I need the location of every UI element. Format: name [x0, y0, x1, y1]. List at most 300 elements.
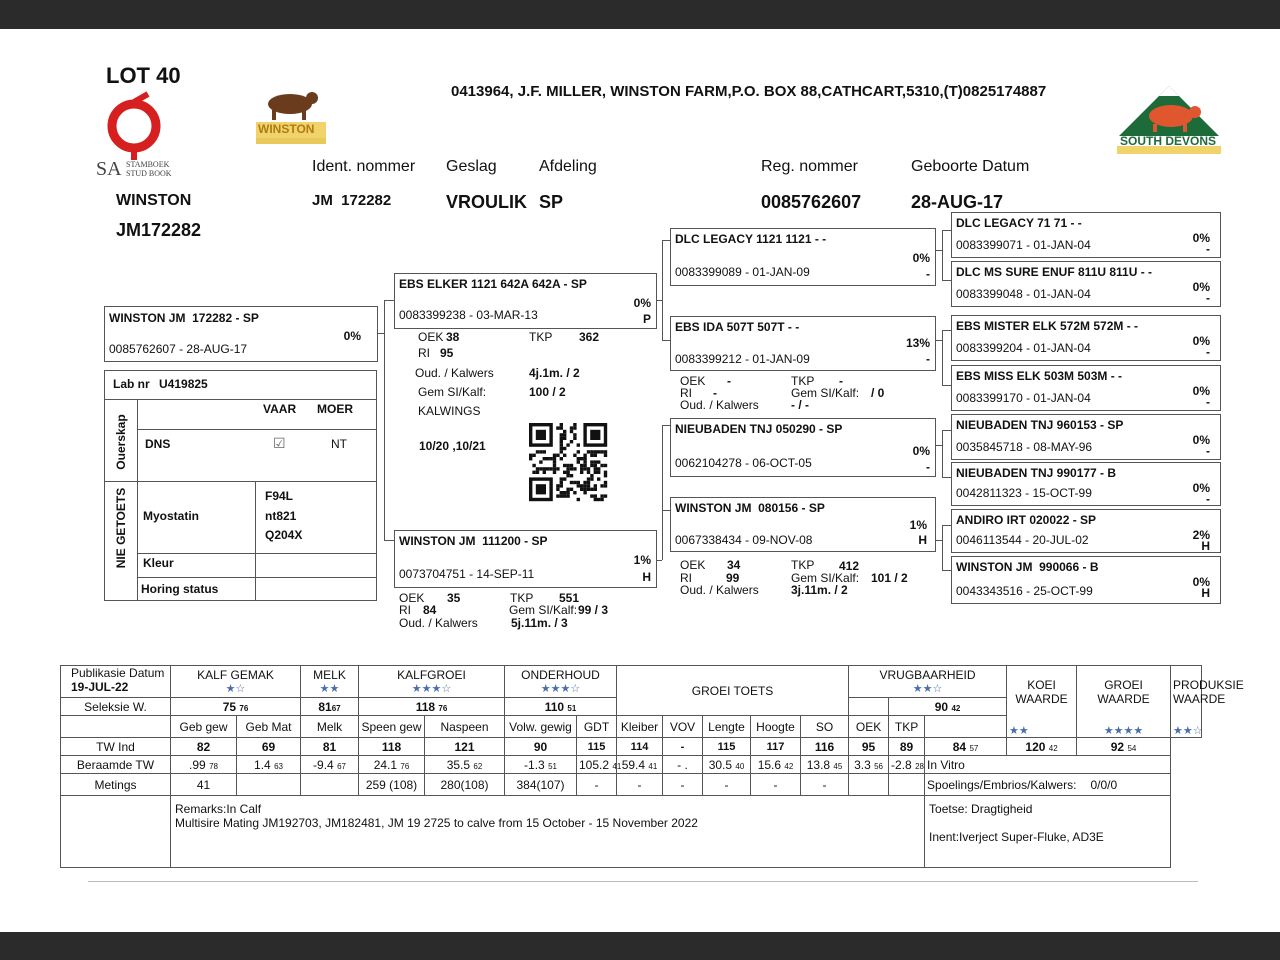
sel-kalfgroei-value: 118 [415, 699, 436, 714]
sire-name: EBS ELKER 1121 642A 642A - SP [399, 277, 587, 291]
winston-logo-text: WINSTON [258, 122, 315, 136]
bt-main: -9.4 [313, 757, 334, 772]
pedigree-pct: 0% [1192, 384, 1210, 398]
dam-oud-label: Oud. / Kalwers [399, 616, 478, 630]
pedigree-reg: 0083399170 - 01-JAN-04 [956, 391, 1091, 405]
bt-sub: 42 [784, 761, 794, 771]
connector [942, 477, 951, 478]
south-devons-logo [1115, 84, 1223, 164]
w080156-oud: 3j.11m. / 2 [791, 583, 848, 597]
pub-date: 19-JUL-22 [71, 680, 129, 694]
bt-value [751, 756, 801, 774]
pedigree-reg: 0046113544 - 20-JUL-02 [956, 533, 1089, 547]
ida-tkp-label: TKP [791, 374, 815, 388]
pedigree-pct: 0% [1192, 481, 1210, 495]
w080156-oud-label: Oud. / Kalwers [680, 583, 759, 597]
pedigree-pct: 0% [1192, 231, 1210, 245]
pedigree-code: H [918, 533, 927, 547]
pub-label: Publikasie Datum [71, 666, 165, 680]
lot-number: LOT 40 [106, 63, 181, 88]
ida-tkp: - [839, 374, 843, 388]
kalfgroei-label: KALFGROEI [397, 668, 466, 682]
dam-gem: 99 / 3 [578, 603, 609, 617]
connector [384, 540, 394, 541]
kleur-label: Kleur [143, 556, 174, 570]
connector [657, 560, 662, 561]
sel-vrug-sub: 42 [951, 703, 961, 713]
dns-moer-value: NT [331, 437, 347, 451]
bt-value [425, 756, 505, 774]
sire-reg: 0083399238 - 03-MAR-13 [399, 308, 538, 322]
pedigree-percent: 0% [912, 251, 930, 265]
bt-sub: 28 [915, 761, 924, 771]
sire-oek-label: OEK [418, 330, 444, 344]
tw-value: 117 [751, 738, 801, 756]
w080156-oek-label: OEK [680, 558, 706, 572]
kalf-gemak-label: KALF GEMAK [197, 668, 274, 682]
col-header: SO [801, 716, 849, 738]
pedigree-reg: 0043343516 - 25-OCT-99 [956, 584, 1093, 598]
myostatin-value-2: nt821 [265, 509, 297, 523]
in-vitro-label: In Vitro [925, 756, 1171, 774]
onderhoud-stars: ★★★☆ [540, 683, 581, 695]
koei-waarde-cell [1007, 666, 1077, 738]
bt-value [171, 756, 237, 774]
bt-sub: 62 [473, 761, 483, 771]
w080156-gem-label: Gem SI/Kalf: [791, 571, 860, 585]
performance-table [60, 665, 1244, 868]
sel-melk-sub: 67 [331, 703, 341, 713]
melk-stars: ★★ [319, 683, 340, 695]
groei-toets-header: GROEI TOETS [617, 666, 849, 716]
sire-code: P [642, 312, 651, 326]
connector [942, 230, 951, 231]
dam-tkp-label: TKP [510, 591, 534, 605]
connector [942, 570, 951, 571]
dam-oek-label: OEK [399, 591, 425, 605]
tw-prod-value: 92 [1110, 739, 1125, 754]
tw-value: 82 [171, 738, 237, 756]
bt-value [663, 756, 703, 774]
connector [942, 330, 943, 385]
bt-main: .99 [189, 757, 206, 772]
tw-value: 118 [359, 738, 425, 756]
pedigree-pct: 0% [1192, 280, 1210, 294]
pedigree-percent: 13% [905, 336, 930, 350]
tw-value: 90 [505, 738, 577, 756]
dam-name: WINSTON JM 111200 - SP [399, 534, 548, 548]
metings-value: - [617, 774, 663, 796]
sel-kalfgroei-sub: 76 [438, 703, 448, 713]
tw-value: 89 [889, 738, 925, 756]
melk-cell [301, 666, 359, 698]
sire-tkp: 362 [579, 330, 600, 344]
w080156-tkp-label: TKP [791, 558, 815, 572]
sire-tkp-label: TKP [529, 330, 553, 344]
pedigree-reg: 0083399204 - 01-JAN-04 [956, 341, 1091, 355]
metings-value: 41 [171, 774, 237, 796]
bt-value [301, 756, 359, 774]
col-header: TKP [889, 716, 925, 738]
connector [942, 230, 943, 280]
bt-main: - . [677, 757, 688, 772]
sel-melk [301, 698, 359, 716]
qr-code[interactable] [529, 423, 612, 501]
groei-waarde-stars: ★★★★ [1103, 725, 1144, 737]
pedigree-name: ANDIRO IRT 020022 - SP [956, 513, 1097, 527]
pedigree-name: DLC MS SURE ENUF 811U 811U - - [956, 265, 1153, 279]
seleksie-label: Seleksie W. [61, 698, 171, 716]
w080156-tkp: 412 [839, 559, 860, 573]
dam-oud: 5j.11m. / 3 [511, 616, 568, 630]
bt-main: 24.1 [373, 757, 398, 772]
col-header: OEK [849, 716, 889, 738]
kalfgroei-stars: ★★★☆ [411, 683, 452, 695]
sa-logo-sub1: STAMBOEK [126, 160, 170, 169]
sel-kalf-value: 75 [222, 699, 237, 714]
pedigree-name: DLC LEGACY 1121 1121 - - [675, 232, 827, 246]
tw-value: 115 [577, 738, 617, 756]
pedigree-code: - [926, 460, 930, 474]
remarks-line-1: Remarks:In Calf [175, 802, 262, 816]
sa-studbook-logo [96, 92, 186, 182]
pedigree-box-gen2-2 [670, 316, 936, 371]
dam-box [394, 530, 657, 588]
dam-gem-label: Gem SI/Kalf: [509, 603, 578, 617]
geslag-value: VROULIK [446, 192, 527, 212]
bt-sub: 78 [209, 761, 218, 771]
bt-main: 15.6 [757, 757, 782, 772]
kalf-gemak-stars: ★☆ [225, 683, 246, 695]
connector [942, 280, 951, 281]
sa-studbook-emblem-icon [96, 92, 186, 162]
bt-sub: 56 [874, 761, 883, 771]
pedigree-name: DLC LEGACY 71 71 - - [956, 216, 1082, 230]
connector [942, 525, 951, 526]
produksie-waarde-cell [1171, 666, 1244, 738]
lab-nr-value: U419825 [159, 377, 208, 391]
bt-main: -1.3 [524, 757, 545, 772]
sire-oud: 4j.1m. / 2 [529, 366, 580, 380]
tw-label: TW Ind [61, 738, 171, 756]
pedigree-code: - [926, 352, 930, 366]
pedigree-pct: 0% [1192, 334, 1210, 348]
sel-onderhoud [505, 698, 617, 716]
top-bar [0, 0, 1280, 29]
w080156-ri: 99 [726, 571, 740, 585]
pedigree-reg: 0035845718 - 08-MAY-96 [956, 440, 1093, 454]
metings-label: Metings [61, 774, 171, 796]
col-header: Naspeen [425, 716, 505, 738]
lab-box [104, 370, 377, 601]
divider [255, 481, 256, 600]
metings-value: - [663, 774, 703, 796]
bt-value [849, 756, 889, 774]
connector [384, 300, 385, 540]
onderhoud-label: ONDERHOUD [521, 668, 600, 682]
bt-value [237, 756, 301, 774]
bt-main: 3.3 [854, 757, 871, 772]
pedigree-code: H [1201, 586, 1210, 600]
w080156-oek: 34 [727, 558, 741, 572]
inent-note: Inent:Iverject Super-Fluke, AD3E [929, 830, 1104, 844]
vaar-header: VAAR [263, 402, 297, 416]
sel-onderhoud-value: 110 [544, 699, 565, 714]
pedigree-name: NIEUBADEN TNJ 960153 - SP [956, 418, 1124, 432]
vrugbaarheid-label: VRUGBAARHEID [879, 668, 976, 682]
sire-gem: 100 / 2 [529, 385, 566, 399]
pedigree-reg: 0083399089 - 01-JAN-09 [675, 265, 810, 279]
col-header: Lengte [703, 716, 751, 738]
footer-rule [88, 881, 1198, 882]
ida-gem-label: Gem SI/Kalf: [791, 386, 860, 400]
koei-waarde-label: KOEI WAARDE [1015, 678, 1068, 706]
produksie-waarde-stars: ★★☆ [1173, 725, 1203, 737]
nie-getoets-label: NIE GETOETS [114, 487, 128, 569]
pedigree-name: EBS MISTER ELK 572M 572M - - [956, 319, 1139, 333]
bt-value [359, 756, 425, 774]
ida-oek-label: OEK [680, 374, 706, 388]
pedigree-name: WINSTON JM 080156 - SP [675, 501, 825, 515]
w080156-ri-label: RI [680, 571, 692, 585]
connector [942, 525, 943, 570]
sel-vrug-value: 90 [934, 699, 949, 714]
remarks-cell [171, 796, 925, 868]
pedigree-reg: 0083399071 - 01-JAN-04 [956, 238, 1091, 252]
pedigree-pct: 0% [1192, 575, 1210, 589]
dam-percent: 1% [633, 553, 651, 567]
ida-oud: - / - [791, 398, 809, 412]
dam-ri: 84 [423, 603, 437, 617]
pedigree-box-gen3-8 [951, 556, 1221, 604]
col-header: Geb Mat [237, 716, 301, 738]
south-devons-text: SOUTH DEVONS [1120, 134, 1217, 148]
bt-value [577, 756, 622, 774]
produksie-waarde-label: PRODUKSIE WAARDE [1173, 678, 1244, 706]
tw-value: 81 [301, 738, 359, 756]
bt-main: 1.4 [254, 757, 271, 772]
afdeling-value: SP [539, 192, 564, 212]
bt-main: 13.8 [806, 757, 831, 772]
bt-sub: 41 [612, 761, 622, 771]
pedigree-reg: 0083399048 - 01-JAN-04 [956, 287, 1091, 301]
geboorte-value: 28-AUG-17 [911, 192, 1004, 212]
sel-melk-value: 81 [318, 699, 332, 714]
bt-sub: 63 [274, 761, 283, 771]
ouerskap-label: Ouerskap [114, 414, 128, 470]
pub-cell [61, 666, 171, 698]
pedigree-box-gen3-3 [951, 315, 1221, 361]
col-header: Kleiber [617, 716, 663, 738]
pedigree-percent: 1% [909, 518, 927, 532]
metings-value: 280(108) [425, 774, 505, 796]
bt-value [505, 756, 577, 774]
sel-kalfgroei [359, 698, 505, 716]
pedigree-name: EBS MISS ELK 503M 503M - - [956, 369, 1123, 383]
reg-value: 0085762607 [761, 192, 862, 212]
pedigree-box-gen2-3 [670, 418, 936, 477]
notes-cell [925, 796, 1171, 868]
bt-sub: 41 [648, 761, 658, 771]
tw-value: 121 [425, 738, 505, 756]
bt-main: 59.4 [621, 757, 646, 772]
col-header: Hoogte [751, 716, 801, 738]
pedigree-box-gen2-4 [670, 497, 936, 552]
col-header: VOV [663, 716, 703, 738]
bt-sub: 76 [400, 761, 410, 771]
lab-nr-label: Lab nr [113, 377, 150, 391]
pedigree-code: H [1201, 539, 1210, 553]
moer-header: MOER [317, 402, 353, 416]
sel-onderhoud-sub: 51 [567, 703, 577, 713]
horing-label: Horing status [141, 582, 219, 596]
pedigree-percent: 0% [912, 444, 930, 458]
divider [105, 399, 376, 400]
subject-reg: 0085762607 - 28-AUG-17 [109, 342, 248, 356]
metings-value: - [703, 774, 751, 796]
pedigree-reg: 0067338434 - 09-NOV-08 [675, 533, 813, 547]
pedigree-reg: 0083399212 - 01-JAN-09 [675, 352, 810, 366]
pedigree-box-gen3-1 [951, 212, 1221, 258]
sire-ri-label: RI [418, 346, 430, 360]
bt-main: 35.5 [446, 757, 471, 772]
bt-main: 105.2 [579, 757, 610, 772]
ident-value: JM 172282 [312, 192, 392, 209]
myostatin-value-1: F94L [265, 489, 294, 503]
ida-ri: - [713, 386, 717, 400]
pedigree-box-gen3-2 [951, 261, 1221, 307]
pedigree-name: WINSTON JM 990066 - B [956, 560, 1099, 574]
label-ident: Ident. nommer [312, 158, 416, 175]
connector [662, 425, 663, 560]
w080156-gem: 101 / 2 [871, 571, 908, 585]
connector [662, 240, 663, 340]
subject-animal-box [104, 306, 378, 362]
dam-ri-label: RI [399, 603, 411, 617]
bt-main: 30.5 [708, 757, 733, 772]
tw-groei-sub: 42 [1048, 743, 1058, 753]
pedigree-code: - [1206, 345, 1210, 359]
qr-code-icon [529, 423, 612, 501]
divider [105, 481, 376, 482]
pedigree-name: EBS IDA 507T 507T - - [675, 320, 800, 334]
divider [137, 577, 376, 578]
label-afdeling: Afdeling [539, 158, 597, 175]
pedigree-box-gen3-6 [951, 462, 1221, 506]
metings-value: - [751, 774, 801, 796]
bt-label: Beraamde TW [61, 756, 171, 774]
connector [942, 330, 951, 331]
ida-oek: - [727, 374, 731, 388]
spoelings-label: Spoelings/Embrios/Kalwers: [927, 777, 1077, 792]
metings-value: 384(107) [505, 774, 577, 796]
groei-waarde-cell [1077, 666, 1171, 738]
toetse-note: Toetse: Dragtigheid [929, 802, 1033, 816]
tw-prod [1077, 738, 1171, 756]
pedigree-code: - [1206, 444, 1210, 458]
koei-waarde-stars: ★★ [1009, 725, 1029, 737]
bt-sub: 40 [735, 761, 745, 771]
sel-vrug [889, 698, 1007, 716]
bt-sub: 67 [337, 761, 346, 771]
col-header: Geb gew [171, 716, 237, 738]
bt-value [889, 756, 925, 774]
pedigree-reg: 0062104278 - 06-OCT-05 [675, 456, 812, 470]
tw-value: 114 [617, 738, 663, 756]
tw-prod-sub: 54 [1127, 743, 1137, 753]
sel-kalf [171, 698, 301, 716]
animal-name: WINSTON [116, 192, 192, 209]
pedigree-pct: 0% [1192, 433, 1210, 447]
remarks-line-2: Multisire Mating JM192703, JM182481, JM 19 2725 to calve from 15 October - 15 November 2022 [175, 816, 698, 830]
pedigree-code: - [1206, 291, 1210, 305]
connector [942, 430, 951, 431]
bt-value [801, 756, 849, 774]
breeder-address: 0413964, J.F. MILLER, WINSTON FARM,P.O. BOX 88,CATHCART,5310,(T)0825174887 [451, 83, 1047, 100]
divider [137, 429, 376, 430]
dns-label: DNS [145, 437, 171, 451]
tw-value: 95 [849, 738, 889, 756]
pedigree-name: NIEUBADEN TNJ 050290 - SP [675, 422, 843, 436]
myostatin-value-3: Q204X [265, 528, 303, 542]
tw-value: 69 [237, 738, 301, 756]
pedigree-code: - [1206, 492, 1210, 506]
metings-value [301, 774, 359, 796]
subject-percent: 0% [343, 329, 361, 343]
vrugbaarheid-stars: ★★☆ [912, 683, 943, 695]
col-header: Volw. gewig [505, 716, 577, 738]
pedigree-reg: 0042811323 - 15-OCT-99 [956, 486, 1092, 500]
bt-main: -2.8 [891, 757, 912, 772]
winston-logo [250, 84, 332, 150]
sire-ri: 95 [440, 346, 454, 360]
animal-id: JM172282 [116, 220, 202, 240]
pedigree-box-gen3-7 [951, 509, 1221, 553]
remarks-empty [61, 796, 171, 868]
vaar-check-icon: ☑ [273, 435, 286, 451]
tw-koei-sub: 57 [969, 743, 979, 753]
metings-value: - [577, 774, 617, 796]
metings-value [889, 774, 925, 796]
bull-icon [250, 84, 332, 150]
kalwings-value: 10/20 ,10/21 [419, 439, 486, 453]
kalfgroei-cell [359, 666, 505, 698]
tw-groei [1007, 738, 1077, 756]
connector [662, 425, 670, 426]
sa-logo-sub2: STUD BOOK [126, 169, 172, 178]
label-geboorte: Geboorte Datum [911, 158, 1030, 175]
pedigree-box-gen3-5 [951, 414, 1221, 460]
sire-oek: 38 [446, 330, 460, 344]
spoelings-cell [925, 774, 1171, 796]
connector [942, 430, 943, 477]
ida-gem: / 0 [871, 386, 885, 400]
dam-code: H [642, 570, 651, 584]
tw-value: 115 [703, 738, 751, 756]
sire-box [394, 273, 657, 329]
tw-value: - [663, 738, 703, 756]
col-header: Melk [301, 716, 359, 738]
bottom-bar [0, 932, 1280, 960]
sel-kalf-sub: 76 [239, 703, 249, 713]
sa-logo-text: SA [96, 158, 122, 180]
connector [942, 385, 951, 386]
tw-koei-value: 84 [952, 739, 967, 754]
tw-groei-value: 120 [1025, 739, 1046, 754]
dam-reg: 0073704751 - 14-SEP-11 [399, 567, 535, 581]
pedigree-code: - [1206, 242, 1210, 256]
label-reg: Reg. nommer [761, 158, 858, 175]
